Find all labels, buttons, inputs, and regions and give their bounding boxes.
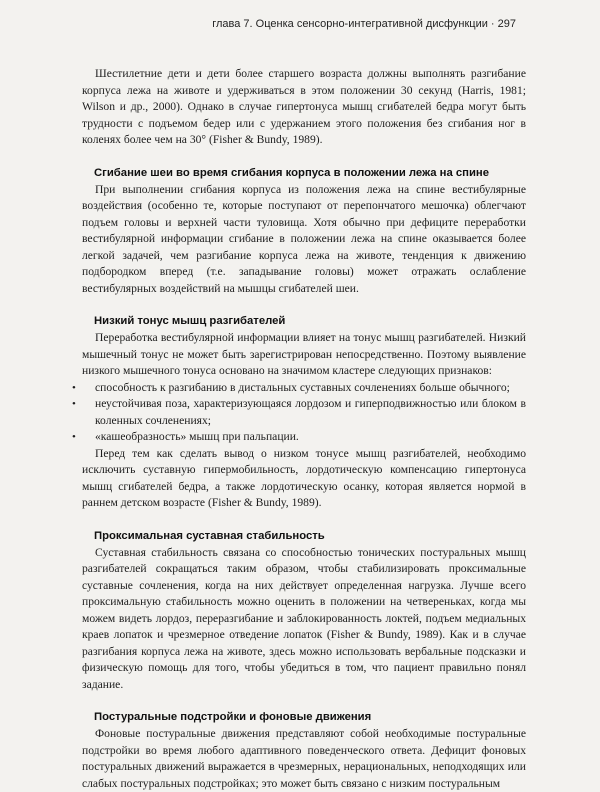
list-item-text: неустойчивая поза, характеризующаяся лордозом и гиперподвижностью или блоком в коленных сочленениях; [95,397,526,427]
list-item-text: «кашеобразность» мышц при пальпации. [95,430,299,443]
section-heading-proximal-stability: Проксимальная суставная стабильность [94,529,325,542]
running-head: глава 7. Оценка сенсорно-интегративной дисфункции · 297 [212,18,516,30]
bullet-icon: • [72,431,76,443]
paragraph-postural-adjustments: Фоновые постуральные движения представляют собой необходимые постуральные подстройки во время любого адаптивного поведенческого ответа. Дефицит фоновых постуральных движений выражается в чрезмерных, нерациональных, неподходящих или слабых постуральных подстройках; это может быть связано с низким постуральным [82,727,526,790]
list-item [72,429,526,446]
paragraph-hypermobility: Перед тем как сделать вывод о низком тонусе мышц разгибателей, необходимо исключить суставную гипермобильность, лордотическую компенсацию гипертонуса мышц сгибателей бедра, а также лордотическую осанку, которая является нормой в раннем детском возрасте (Fisher & Bundy, 1989). [82,446,526,509]
bullet-icon: • [72,398,76,410]
signs-list [72,380,526,446]
intro-paragraph: Шестилетние дети и дети более старшего возраста должны выполнять разгибание корпуса лежа на животе и удерживаться в этом положении 30 секунд (Harris, 1981; Wilson и др., 2000). Однако в случае гипертонуса мышц сгибателей бедра могут быть трудности с подъемом бедер или с удержанием этого положения без сгибания ног в коленях более чем на 30° (Fisher & Bundy, 1989). [82,67,526,146]
list-item-text: способность к разгибанию в дистальных суставных сочленениях больше обычного; [95,380,510,394]
section-heading-neck-flexion: Сгибание шеи во время сгибания корпуса в положении лежа на спине [94,166,490,179]
page-body [72,66,526,792]
paragraph-low-extensor-tone: Переработка вестибулярной информации влияет на тонус мышц разгибателей. Низкий мышечный тонус не может быть зарегистрирован непосредственно. Поэтому выявление низкого мышечного тонуса основано на значимом кластере следующих признаков: [82,331,526,377]
paragraph-proximal-stability: Суставная стабильность связана со способностью тонических постуральных мышц разгибателей сокращаться таким образом, чтобы стабилизировать проксимальные суставные сочленения, когда на них действует определенная нагрузка. Лучше всего проксимальную стабильность можно оценить в положении на четвереньках, когда мы можем видеть лордоз, переразгибание и заблокированность локтей, подъем медиальных краев лопаток и чрезмерное отведение лопаток (Fisher & Bundy, 1989). Как и в случае разгибания корпуса лежа на животе, здесь можно использовать вербальные подсказки и физическую помощь для того, чтобы убедиться в том, что пациент правильно понял задание. [82,545,526,691]
section-heading-low-extensor-tone: Низкий тонус мышц разгибателей [94,315,286,327]
bullet-icon: • [72,381,76,394]
section-heading-postural-adjustments: Постуральные подстройки и фоновые движения [94,711,372,723]
list-item [72,396,526,429]
paragraph-neck-flexion: При выполнении сгибания корпуса из положения лежа на спине вестибулярные воздействия (особенно те, которые поступают от перепончатого мешочка) облегчают подъем головы и верхней части туловища. Хотя обычно при дефиците переработки вестибулярной информации сгибание в положении лежа на спине оказывается более легкой задачей, чем разгибание корпуса лежа на животе, тенденция к движению подбородком вперед (т.е. западывание головы) может отражать ослабление вестибулярных воздействий на мышцы сгибателей шеи. [82,182,526,295]
list-item [72,380,526,397]
